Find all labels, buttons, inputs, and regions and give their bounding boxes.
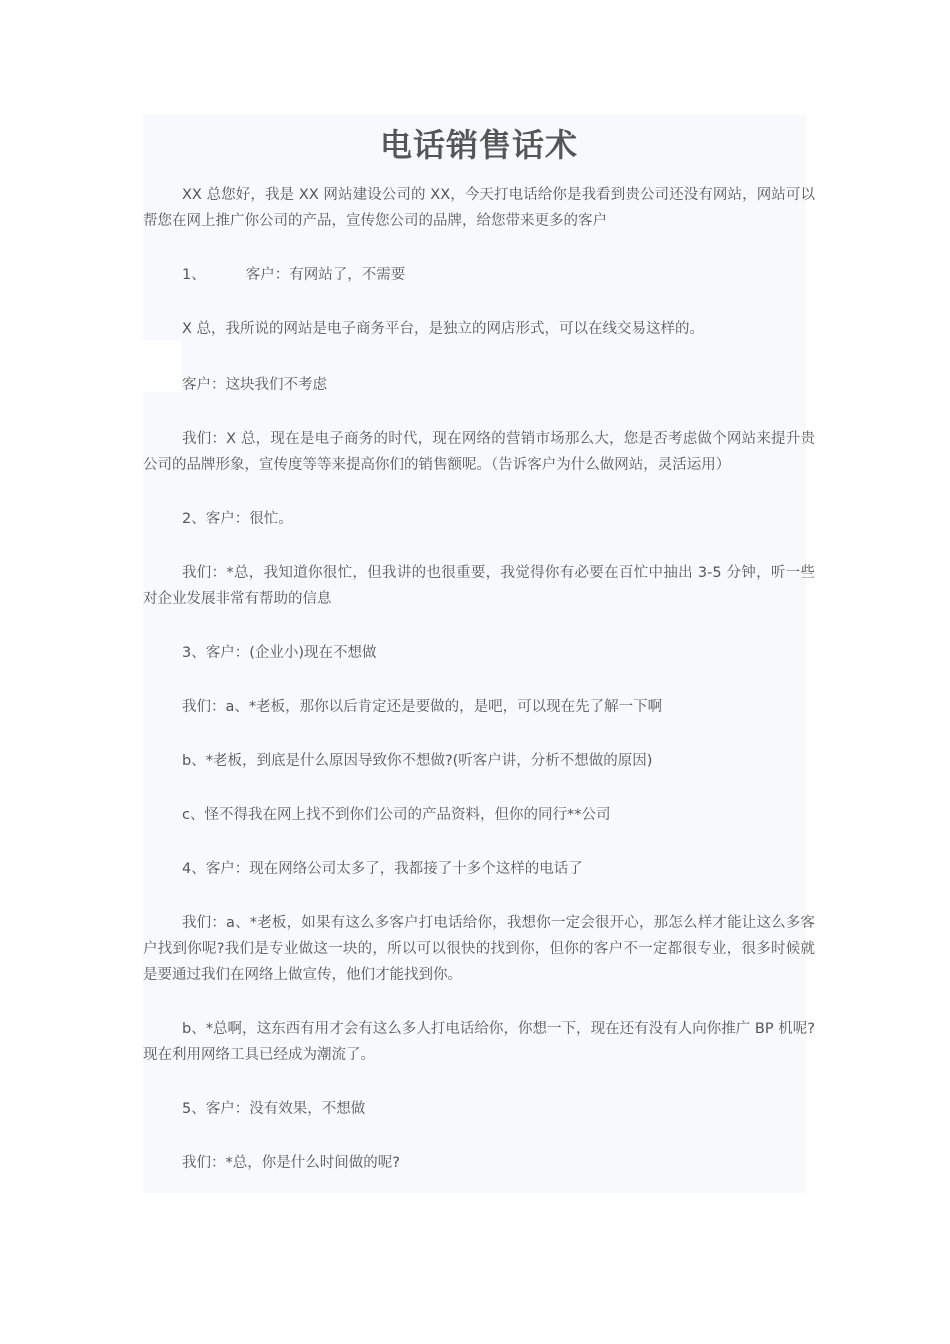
item-3-b: b、*老板，到底是什么原因导致你不想做?(听客户讲，分析不想做的原因) bbox=[182, 753, 653, 769]
document-body bbox=[143, 118, 815, 1176]
item-1-customer: 客户：这块我们不考虑 bbox=[182, 377, 327, 393]
item-1-number: 1、 bbox=[182, 267, 206, 283]
item-1-text: 客户：有网站了，不需要 bbox=[245, 267, 406, 283]
item-5: 5、客户：没有效果，不想做 bbox=[182, 1101, 366, 1117]
item-4-b: b、*总啊，这东西有用才会有这么多人打电话给你，你想一下，现在还有没有人向你推广 BP 机呢?现在利用网络工具已经成为潮流了。 bbox=[143, 1021, 815, 1063]
document-title: 电话销售话术 bbox=[379, 126, 578, 164]
item-5-reply: 我们：*总，你是什么时间做的呢? bbox=[182, 1155, 400, 1171]
item-2: 2、客户：很忙。 bbox=[182, 511, 293, 527]
item-3-c: c、怪不得我在网上找不到你们公司的产品资料，但你的同行**公司 bbox=[182, 807, 611, 823]
item-4: 4、客户：现在网络公司太多了，我都接了十多个这样的电话了 bbox=[182, 861, 583, 877]
item-1 bbox=[143, 262, 815, 288]
intro-paragraph: XX 总您好，我是 XX 网站建设公司的 XX，今天打电话给你是我看到贵公司还没有网站，网站可以帮您在网上推广你公司的产品，宣传您公司的品牌，给您带来更多的客户 bbox=[143, 187, 815, 229]
item-3: 3、客户：(企业小)现在不想做 bbox=[182, 645, 377, 661]
item-2-reply: 我们：*总，我知道你很忙，但我讲的也很重要，我觉得你有必要在百忙中抽出 3-5 分钟，听一些对企业发展非常有帮助的信息 bbox=[143, 565, 815, 607]
item-1-reply: X 总，我所说的网站是电子商务平台，是独立的网店形式，可以在线交易这样的。 bbox=[182, 321, 705, 337]
item-1-reply-2: 我们：X 总，现在是电子商务的时代，现在网络的营销市场那么大，您是否考虑做个网站来提升贵公司的品牌形象，宣传度等等来提高你们的销售额呢。（告诉客户为什么做网站，灵活运用） bbox=[143, 431, 815, 473]
item-4-a: 我们：a、*老板，如果有这么多客户打电话给你，我想你一定会很开心，那怎么样才能让这么多客户找到你呢?我们是专业做这一块的，所以可以很快的找到你，但你的客户不一定都很专业，很多时候就是要通过我们在网络上做宣传，他们才能找到你。 bbox=[143, 915, 815, 983]
item-3-a: 我们：a、*老板，那你以后肯定还是要做的，是吧，可以现在先了解一下啊 bbox=[182, 699, 663, 715]
